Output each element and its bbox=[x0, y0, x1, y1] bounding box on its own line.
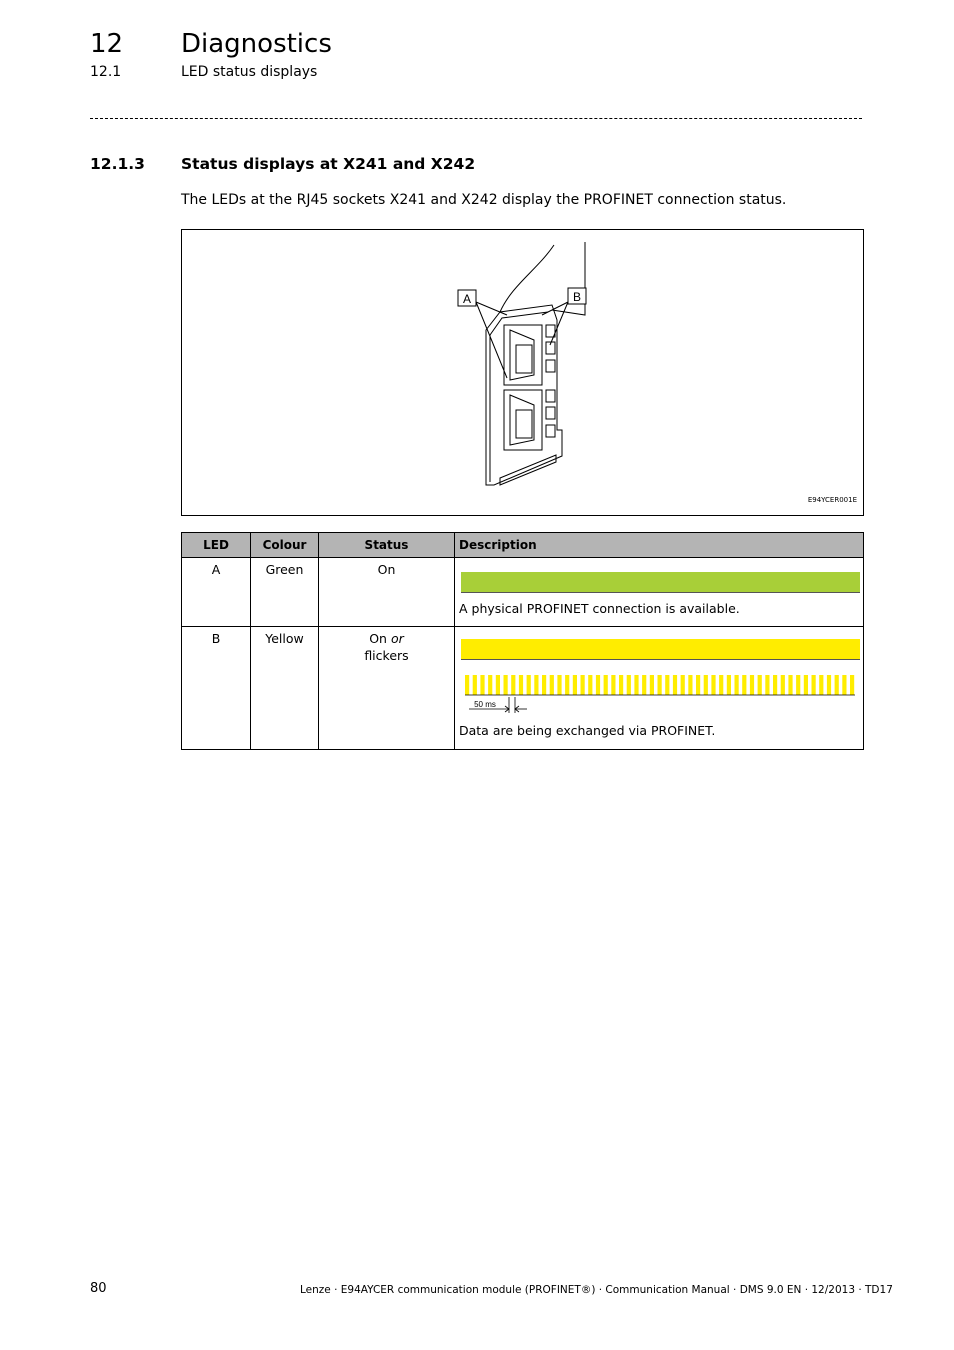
figure-label-b: B bbox=[572, 290, 582, 304]
flicker-pulse bbox=[496, 675, 500, 695]
figure-code: E94YCER001E bbox=[807, 496, 857, 504]
status-on: On bbox=[369, 631, 387, 646]
page-number: 80 bbox=[90, 1281, 107, 1296]
flicker-interval-label: 50 ms bbox=[474, 700, 496, 709]
flicker-pulse bbox=[788, 675, 792, 695]
flicker-pulse bbox=[473, 675, 477, 695]
flicker-pulse bbox=[581, 675, 585, 695]
flicker-pulse bbox=[750, 675, 754, 695]
header-status: Status bbox=[319, 533, 455, 558]
flicker-pulse bbox=[611, 675, 615, 695]
header-divider bbox=[90, 118, 862, 119]
flicker-pulse bbox=[650, 675, 654, 695]
flicker-pulse bbox=[488, 675, 492, 695]
flicker-pulse bbox=[534, 675, 538, 695]
flicker-pulse bbox=[565, 675, 569, 695]
row-b-description-cell bbox=[455, 627, 864, 750]
row-b-description: Data are being exchanged via PROFINET. bbox=[459, 723, 716, 738]
table-row bbox=[182, 558, 864, 627]
status-flickers: flickers bbox=[364, 648, 409, 663]
flicker-pulse bbox=[696, 675, 700, 695]
flicker-pulse bbox=[804, 675, 808, 695]
flicker-pulse bbox=[673, 675, 677, 695]
figure-rj45-sockets bbox=[181, 229, 864, 516]
section-number: 12.1 bbox=[90, 64, 122, 80]
rj45-socket-drawing bbox=[182, 230, 863, 515]
flicker-pulse bbox=[658, 675, 662, 695]
row-a-led: A bbox=[182, 558, 251, 627]
flicker-pulse bbox=[588, 675, 592, 695]
chapter-number: 12 bbox=[90, 29, 124, 59]
flicker-pulse bbox=[550, 675, 554, 695]
status-or: or bbox=[390, 631, 404, 646]
flicker-pulse bbox=[596, 675, 600, 695]
flicker-pulse bbox=[688, 675, 692, 695]
flicker-pulse bbox=[642, 675, 646, 695]
flicker-pulse bbox=[511, 675, 515, 695]
led-status-table bbox=[181, 532, 864, 750]
flicker-pulse bbox=[634, 675, 638, 695]
flicker-pulse bbox=[842, 675, 846, 695]
flicker-pulse bbox=[704, 675, 708, 695]
subsection-title: Status displays at X241 and X242 bbox=[181, 155, 476, 173]
flicker-pulse bbox=[681, 675, 685, 695]
led-on-bar-yellow bbox=[461, 639, 860, 660]
flicker-pulse-diagram bbox=[461, 671, 861, 719]
flicker-pulse bbox=[781, 675, 785, 695]
flicker-pulse bbox=[627, 675, 631, 695]
flicker-pulse bbox=[519, 675, 523, 695]
flicker-pulse bbox=[480, 675, 484, 695]
flicker-pulse bbox=[573, 675, 577, 695]
row-a-description: A physical PROFINET connection is available. bbox=[459, 601, 740, 616]
flicker-pulse bbox=[827, 675, 831, 695]
flicker-pulse bbox=[742, 675, 746, 695]
footer-text: Lenze · E94AYCER communication module (PROFINET®) · Communication Manual · DMS 9.0 EN · 12/2013 · TD17 bbox=[300, 1284, 893, 1296]
row-a-colour: Green bbox=[251, 558, 319, 627]
figure-label-a: A bbox=[462, 292, 472, 306]
flicker-pulse bbox=[557, 675, 561, 695]
flicker-pulse bbox=[619, 675, 623, 695]
row-b-status bbox=[319, 627, 455, 750]
flicker-pulse bbox=[835, 675, 839, 695]
section-title: LED status displays bbox=[181, 64, 318, 80]
flicker-pulse bbox=[727, 675, 731, 695]
intro-paragraph: The LEDs at the RJ45 sockets X241 and X242 display the PROFINET connection status. bbox=[181, 192, 787, 208]
flicker-pulse bbox=[465, 675, 469, 695]
flicker-pulse bbox=[504, 675, 508, 695]
header-led: LED bbox=[182, 533, 251, 558]
table-header-row bbox=[182, 533, 864, 558]
flicker-pulse bbox=[711, 675, 715, 695]
flicker-pulse bbox=[719, 675, 723, 695]
row-a-description-cell bbox=[455, 558, 864, 627]
flicker-pulse bbox=[604, 675, 608, 695]
flicker-pulse bbox=[796, 675, 800, 695]
subsection-number: 12.1.3 bbox=[90, 155, 145, 173]
flicker-pulse bbox=[665, 675, 669, 695]
flicker-pulse bbox=[773, 675, 777, 695]
flicker-pulse bbox=[758, 675, 762, 695]
chapter-title: Diagnostics bbox=[181, 29, 332, 59]
flicker-pulse bbox=[850, 675, 854, 695]
flicker-pulse bbox=[735, 675, 739, 695]
flicker-pulse bbox=[819, 675, 823, 695]
flicker-pulse bbox=[542, 675, 546, 695]
led-on-bar-green bbox=[461, 572, 860, 593]
flicker-pulse bbox=[527, 675, 531, 695]
row-b-colour: Yellow bbox=[251, 627, 319, 750]
flicker-pulse bbox=[812, 675, 816, 695]
header-description: Description bbox=[455, 533, 864, 558]
table-row bbox=[182, 627, 864, 750]
row-b-led: B bbox=[182, 627, 251, 750]
row-a-status: On bbox=[319, 558, 455, 627]
flicker-pulse bbox=[765, 675, 769, 695]
header-colour: Colour bbox=[251, 533, 319, 558]
